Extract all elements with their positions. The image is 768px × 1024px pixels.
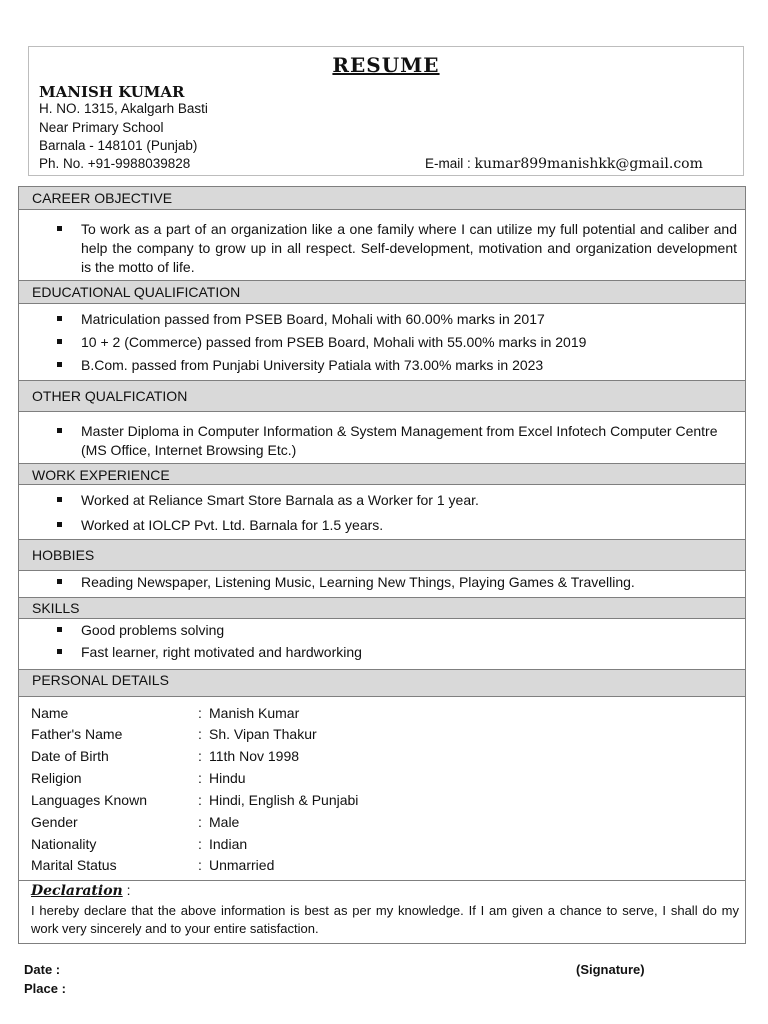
row-colon: : [198, 726, 202, 742]
phone-number: Ph. No. +91-9988039828 [39, 156, 191, 171]
declaration-text: I hereby declare that the above information is best as per my knowledge. If I am given a chance to serve, I shall do my work very sincerely and to your entire satisfaction. [31, 903, 739, 936]
personal-row-nationality [31, 836, 247, 852]
signature-label: (Signature) [576, 962, 645, 977]
row-value: 11th Nov 1998 [209, 748, 300, 764]
section-work [18, 485, 746, 539]
row-label: Nationality [31, 836, 97, 852]
list-item: Reading Newspaper, Listening Music, Learning New Things, Playing Games & Travelling. [19, 573, 745, 592]
list-item: Matriculation passed from PSEB Board, Mohali with 60.00% marks in 2017 [19, 310, 745, 329]
list-item: Good problems solving [19, 621, 745, 640]
declaration-colon: : [122, 882, 131, 898]
row-colon: : [198, 857, 202, 873]
email-label: E-mail : [425, 156, 475, 171]
personal-row-name [31, 705, 299, 721]
section-heading-career: CAREER OBJECTIVE [18, 186, 746, 210]
section-heading-personal: PERSONAL DETAILS [18, 669, 746, 697]
row-label: Marital Status [31, 857, 117, 873]
section-heading-education: EDUCATIONAL QUALIFICATION [18, 280, 746, 304]
row-colon: : [198, 836, 202, 852]
row-label: Father's Name [31, 726, 123, 742]
row-colon: : [198, 748, 202, 764]
row-colon: : [198, 792, 202, 808]
row-value: Sh. Vipan Thakur [209, 726, 317, 742]
row-value: Manish Kumar [209, 705, 300, 721]
address-line: Near Primary School [39, 120, 164, 135]
address-line: H. NO. 1315, Akalgarh Basti [39, 101, 208, 116]
section-heading-hobbies: HOBBIES [18, 539, 746, 571]
list-item: Master Diploma in Computer Information & System Management from Excel Infotech Computer Centre (MS Office, Internet Browsing Etc.) [19, 422, 745, 460]
row-label: Languages Known [31, 792, 147, 808]
row-colon: : [198, 705, 202, 721]
personal-row-dob [31, 748, 299, 764]
email-line [425, 156, 703, 172]
list-item: Worked at Reliance Smart Store Barnala as a Worker for 1 year. [19, 491, 745, 510]
section-career [18, 208, 746, 280]
contact-header [28, 80, 744, 176]
declaration-box [18, 880, 746, 944]
address-line: Barnala - 148101 (Punjab) [39, 138, 198, 153]
personal-row-gender [31, 814, 239, 830]
personal-row-religion [31, 770, 246, 786]
row-label: Religion [31, 770, 82, 786]
declaration-heading: Declaration [31, 883, 123, 899]
section-heading-work: WORK EXPERIENCE [18, 463, 746, 485]
list-item: Worked at IOLCP Pvt. Ltd. Barnala for 1.5 years. [19, 516, 745, 535]
row-value: Unmarried [209, 857, 275, 873]
section-skills [18, 619, 746, 669]
candidate-name: MANISH KUMAR [39, 83, 185, 101]
row-value: Indian [209, 836, 248, 852]
row-colon: : [198, 814, 202, 830]
section-hobbies [18, 571, 746, 597]
personal-row-marital [31, 857, 274, 873]
section-education [18, 302, 746, 382]
place-label: Place : [24, 981, 66, 996]
date-label: Date : [24, 962, 61, 977]
row-label: Name [31, 705, 69, 721]
section-other [18, 412, 746, 464]
row-value: Male [209, 814, 240, 830]
list-item: To work as a part of an organization like a one family where I can utilize my full potential and caliber and help the company to grow up in all respect. Self-development, motivation and organization development is the motto of life. [19, 220, 745, 277]
declaration-title [31, 882, 131, 899]
personal-row-languages [31, 792, 358, 808]
row-label: Date of Birth [31, 748, 109, 764]
list-item: B.Com. passed from Punjabi University Patiala with 73.00% marks in 2023 [19, 356, 745, 375]
row-label: Gender [31, 814, 78, 830]
section-heading-other: OTHER QUALFICATION [18, 380, 746, 412]
personal-row-father [31, 726, 317, 742]
row-value: Hindu [209, 770, 246, 786]
list-item: 10 + 2 (Commerce) passed from PSEB Board, Mohali with 55.00% marks in 2019 [19, 333, 745, 352]
row-value: Hindi, English & Punjabi [209, 792, 359, 808]
section-heading-skills: SKILLS [18, 597, 746, 619]
list-item: Fast learner, right motivated and hardworking [19, 643, 745, 662]
resume-title: RESUME [332, 53, 440, 77]
row-colon: : [198, 770, 202, 786]
title-box [28, 46, 744, 82]
section-personal [18, 697, 746, 881]
email-address[interactable]: kumar899manishkk@gmail.com [474, 156, 703, 172]
